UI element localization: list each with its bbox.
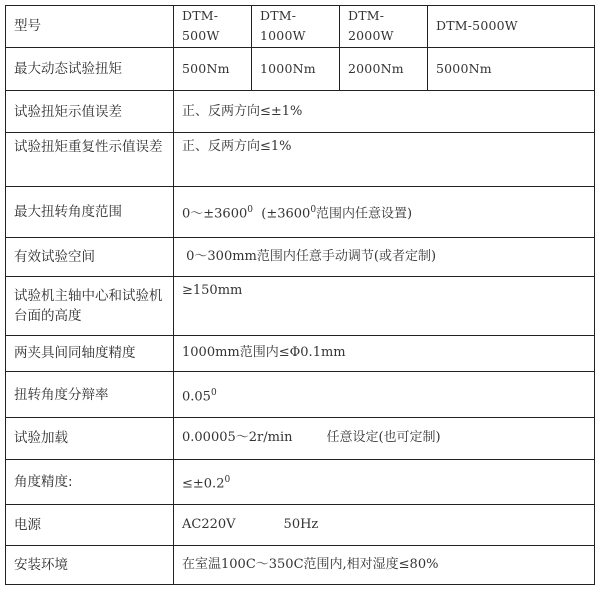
spec-label: 试验扭矩重复性示值误差 — [6, 133, 174, 187]
value-part: 50Hz — [283, 516, 319, 532]
spec-row — [6, 91, 595, 133]
spec-row — [6, 504, 595, 546]
max-torque-cell: 1000Nm — [252, 47, 340, 91]
value-part: (±3600 — [252, 206, 311, 222]
spec-label: 角度精度: — [6, 459, 174, 504]
value-part: 0.00005～2r/min — [182, 430, 293, 446]
model-cell: DTM-500W — [174, 6, 252, 48]
model-label: 型号 — [6, 6, 174, 48]
value-part: 任意设定(也可定制) — [326, 430, 441, 446]
spec-row — [6, 133, 595, 187]
spec-row — [6, 276, 595, 335]
value-part: ≤±0.2 — [182, 475, 225, 491]
max-torque-row — [6, 47, 595, 91]
spec-value: 正、反两方向≤±1% — [174, 91, 595, 133]
model-row — [6, 6, 595, 48]
spec-label: 扭转角度分辩率 — [6, 372, 174, 418]
model-cell: DTM-2000W — [340, 6, 428, 48]
spec-value — [174, 372, 595, 418]
max-torque-cell: 2000Nm — [340, 47, 428, 91]
spec-row — [6, 187, 595, 238]
value-part: 范围内任意设置) — [316, 206, 413, 222]
spec-value: ≥150mm — [174, 276, 595, 335]
degree-mark: 0 — [310, 204, 317, 215]
value-part: AC220V — [182, 516, 236, 532]
value-part: 0.05 — [182, 388, 211, 404]
spec-label: 试验扭矩示值误差 — [6, 91, 174, 133]
spec-label: 最大扭转角度范围 — [6, 187, 174, 238]
spec-label: 试验机主轴中心和试验机台面的高度 — [6, 276, 174, 335]
spec-label: 两夹具间同轴度精度 — [6, 335, 174, 372]
spec-row — [6, 237, 595, 276]
spec-value: 在室温100C～350C范围内,相对湿度≤80% — [174, 546, 595, 585]
spec-row — [6, 459, 595, 504]
max-torque-cell: 5000Nm — [428, 47, 595, 91]
spec-row — [6, 418, 595, 460]
model-cell: DTM-5000W — [428, 6, 595, 48]
spec-value: 正、反两方向≤1% — [174, 133, 595, 187]
model-cell: DTM-1000W — [252, 6, 340, 48]
spec-value — [174, 187, 595, 238]
spec-label: 电源 — [6, 504, 174, 546]
degree-mark: 0 — [247, 204, 253, 215]
spec-value — [174, 504, 595, 546]
degree-mark: 0 — [224, 474, 231, 485]
spec-row — [6, 372, 595, 418]
spec-row — [6, 546, 595, 585]
degree-mark: 0 — [210, 387, 217, 398]
spec-value: 1000mm范围内≤Φ0.1mm — [174, 335, 595, 372]
spec-table — [5, 5, 595, 585]
spec-label: 安装环境 — [6, 546, 174, 585]
spec-row — [6, 335, 595, 372]
max-torque-label: 最大动态试验扭矩 — [6, 47, 174, 91]
max-torque-cell: 500Nm — [174, 47, 252, 91]
spec-label: 有效试验空间 — [6, 237, 174, 276]
spec-value: 0～300mm范围内任意手动调节(或者定制) — [174, 237, 595, 276]
spec-value — [174, 418, 595, 460]
spec-label: 试验加载 — [6, 418, 174, 460]
spec-value — [174, 459, 595, 504]
value-part: 0～±3600 — [182, 206, 248, 222]
